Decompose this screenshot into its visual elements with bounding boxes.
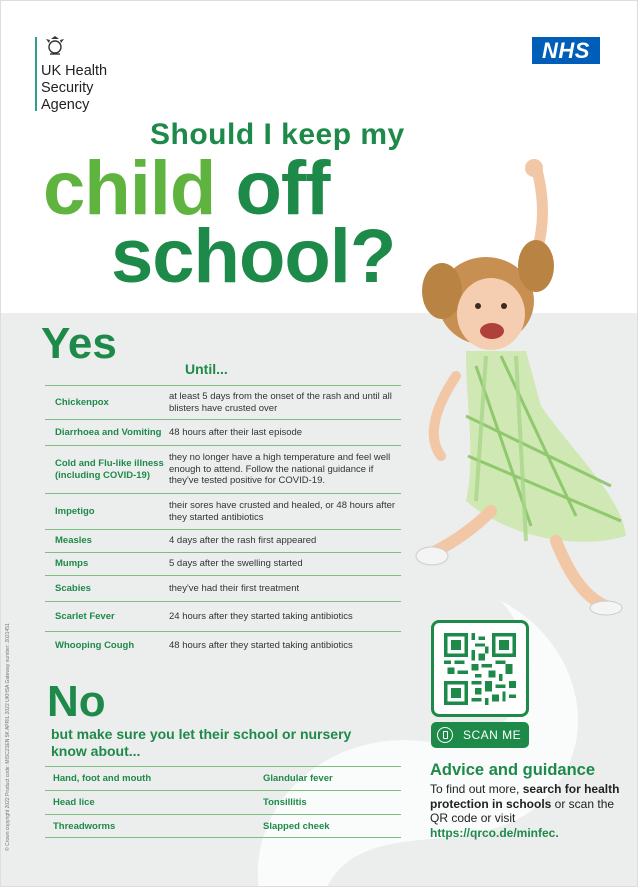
condition-name: Impetigo: [55, 505, 95, 517]
exclusion-period: they've had their first treatment: [169, 582, 300, 594]
exclusion-period: their sores have crusted and healed, or 48 hours after they started antibiotics: [169, 500, 396, 523]
advice-text-2: or scan the QR code or visit: [430, 796, 615, 826]
exclusion-period: 5 days after the swelling started: [169, 558, 303, 570]
condition-name: Slapped cheek: [263, 820, 330, 832]
exclusion-period: they no longer have a high temperature and feel well enough to attend. Follow the national guidance if they've tested positive for COVID-19.: [169, 452, 391, 487]
until-heading: Until...: [185, 361, 228, 377]
no-heading: No: [47, 677, 106, 726]
table-row: [45, 529, 401, 552]
exclusion-period: 24 hours after they started taking antibiotics: [169, 610, 353, 622]
advice-text: [430, 782, 630, 840]
condition-name: Scabies: [55, 582, 91, 594]
table-row: [45, 552, 401, 575]
condition-name: Mumps: [55, 558, 89, 569]
no-table: [45, 766, 401, 838]
condition-name: Hand, foot and mouth: [53, 773, 152, 784]
table-row: [45, 385, 401, 419]
condition-name: Scarlet Fever: [55, 610, 115, 622]
org-line-1: UK Health: [41, 63, 108, 79]
no-subheading: but make sure you let their school or nursery know about...: [51, 726, 352, 759]
org-name: [41, 63, 107, 114]
advice-search-phrase: search for health protection in schools: [430, 782, 620, 811]
advice-text-1: To find out more,: [430, 782, 523, 796]
table-row: [45, 790, 401, 814]
scan-me-label: SCAN ME: [463, 728, 522, 742]
table-row: [45, 575, 401, 601]
royal-crest-icon: [43, 35, 67, 57]
exclusion-period: 48 hours after their last episode: [169, 426, 303, 438]
qr-code[interactable]: [431, 620, 529, 717]
nhs-logo: NHS: [532, 37, 600, 64]
table-row: [45, 631, 401, 659]
yes-heading: Yes: [41, 319, 117, 368]
copyright-note: © Crown copyright 2022 Product code: MISC21EN 5K APRIL 2022 UKHSA Gateway number: 2021451: [5, 623, 11, 851]
table-row: [45, 601, 401, 631]
jumping-girl-image: [406, 156, 636, 616]
qr-code-icon: [444, 633, 516, 705]
condition-name: Whooping Cough: [55, 639, 135, 651]
condition-name: Measles: [55, 535, 92, 546]
title-line-1: Should I keep my: [150, 118, 405, 151]
yes-table: [45, 385, 401, 659]
condition-name: Tonsillitis: [263, 797, 307, 808]
title-word-off: off: [235, 146, 330, 231]
exclusion-period: 4 days after the rash first appeared: [169, 535, 317, 547]
org-line-2: Security: [41, 80, 94, 96]
table-row: [45, 419, 401, 445]
advice-title: Advice and guidance: [430, 761, 596, 779]
org-line-3: Agency: [41, 97, 90, 113]
title-line-3: school?: [111, 214, 396, 299]
condition-name: Cold and Flu-like illness (including COVID-19): [55, 457, 164, 481]
condition-name: Diarrhoea and Vomiting: [55, 426, 162, 438]
table-row: [45, 445, 401, 493]
table-row: [45, 766, 401, 790]
phone-icon: [437, 727, 453, 743]
table-row: [45, 493, 401, 529]
advice-url-link[interactable]: https://qrco.de/minfec.: [430, 825, 559, 840]
exclusion-period: 48 hours after they started taking antibiotics: [169, 639, 353, 651]
title-word-child: child: [43, 146, 216, 231]
condition-name: Head lice: [53, 797, 95, 808]
condition-name: Threadworms: [53, 820, 116, 832]
scan-me-button[interactable]: [431, 722, 529, 748]
logo-rule: [35, 37, 37, 111]
table-row: [45, 814, 401, 838]
exclusion-period: at least 5 days from the onset of the rash and until all blisters have crusted over: [169, 391, 392, 414]
condition-name: Glandular fever: [263, 773, 333, 784]
condition-name: Chickenpox: [55, 396, 109, 408]
